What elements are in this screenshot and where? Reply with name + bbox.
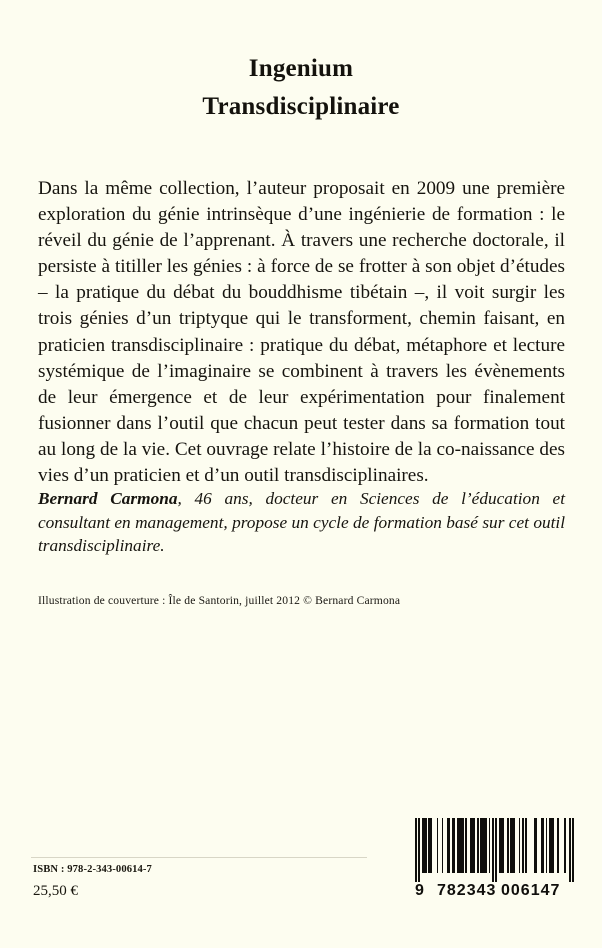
barcode-bar <box>447 818 450 873</box>
barcode-bar <box>489 818 491 873</box>
barcode-bars <box>413 818 576 882</box>
description-paragraph: Dans la même collection, l’auteur proposait en 2009 une première exploration du génie intrinsèque d’une ingénierie de formation : le réveil du génie de l’apprenant. À travers une recherche doctorale, il persiste à titiller les génies : à force de se frotter à son objet d’études – la pratique du débat du bouddhisme tibétain –, il voit surgir les trois génies d’un triptyque qui le transforment, chemin faisant, en praticien transdisciplinaire : pratique du débat, métaphore et lecture systémique de l’imaginaire se combinent à travers les évènements de leur émergence et de leur expérimentation pour finalement fusionner dans l’outil que chacun peut tester dans sa formation tout au long de la vie. Cet ouvrage relate l’histoire de la co-naissance des vies d’un praticien et d’un outil transdisciplinaires. <box>38 178 565 487</box>
barcode-bar <box>510 818 515 873</box>
isbn-price-block <box>33 862 152 902</box>
author-name: Bernard Carmona <box>38 489 178 508</box>
barcode-bar <box>557 818 559 873</box>
illustration-credit-text: Illustration de couverture : Île de Santorin, juillet 2012 © Bernard Carmona <box>38 594 401 607</box>
author-bio-text: , 46 ans, docteur en Sciences de l’éducation et consultant en management, propose un cycle de formation basé sur cet outil transdisciplinaire. <box>38 489 565 556</box>
page-title <box>0 50 602 126</box>
description-block <box>38 176 565 489</box>
barcode-bar <box>480 818 487 873</box>
footer-divider <box>31 857 367 858</box>
barcode-bar <box>452 818 455 873</box>
barcode-bar <box>428 818 431 873</box>
title-line-1: Ingenium <box>248 55 354 82</box>
barcode-bar <box>546 818 548 873</box>
author-bio-paragraph <box>38 487 565 558</box>
barcode-bar <box>572 818 574 882</box>
barcode-bar <box>525 818 527 873</box>
barcode-digits-right: 006147 <box>501 882 561 899</box>
illustration-credit-block <box>38 593 565 609</box>
barcode-bar <box>437 818 439 873</box>
barcode-bar <box>495 818 497 882</box>
barcode-bar <box>507 818 509 873</box>
barcode-bar <box>534 818 537 873</box>
barcode-digits-left: 782343 <box>437 882 497 899</box>
author-bio-block <box>38 487 565 558</box>
barcode-bar <box>418 818 420 882</box>
barcode-bar <box>415 818 417 882</box>
barcode-bar <box>541 818 544 873</box>
barcode-bar <box>522 818 524 873</box>
barcode-bar <box>477 818 479 873</box>
barcode-bar <box>457 818 464 873</box>
barcode-digits <box>413 882 576 902</box>
ean13-barcode <box>413 818 576 905</box>
barcode-digit-first: 9 <box>415 882 425 899</box>
barcode-bar <box>499 818 504 873</box>
barcode-bar <box>519 818 521 873</box>
barcode-bar <box>492 818 494 882</box>
barcode-bar <box>422 818 427 873</box>
barcode-bar <box>470 818 475 873</box>
isbn-text: ISBN : 978-2-343-00614-7 <box>33 864 152 875</box>
barcode-bar <box>564 818 566 873</box>
title-line-2: Transdisciplinaire <box>202 93 400 120</box>
barcode-bar <box>569 818 571 882</box>
barcode-bar <box>549 818 554 873</box>
barcode-bar <box>442 818 444 873</box>
price-text: 25,50 € <box>33 883 78 899</box>
barcode-bar <box>465 818 467 873</box>
